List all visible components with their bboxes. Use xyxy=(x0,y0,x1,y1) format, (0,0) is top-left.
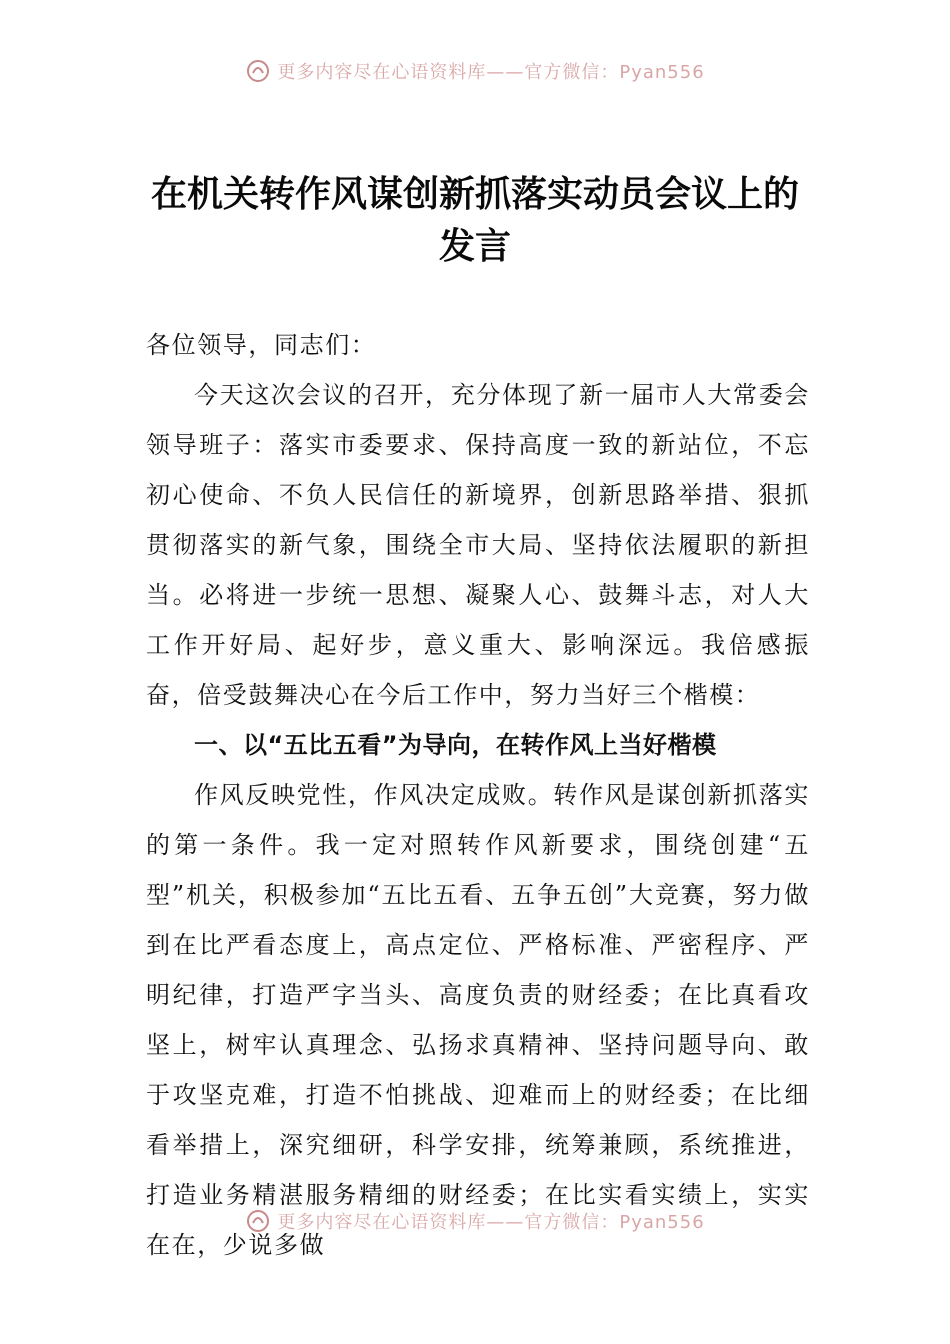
watermark-logo-icon xyxy=(245,1208,271,1234)
paragraph-section-1: 作风反映党性，作风决定成败。转作风是谋创新抓落实的第一条件。我一定对照转作风新要求，围绕创建“五型”机关，积极参加“五比五看、五争五创”大竞赛，努力做到在比严看态度上，高点定位、严格标准、严密程序、严明纪律，打造严字当头、高度负责的财经委；在比真看攻坚上，树牢认真理念、弘扬求真精神、坚持问题导向、敢于攻坚克难，打造不怕挑战、迎难而上的财经委；在比细看举措上，深究细研，科学安排，统筹兼顾，系统推进，打造业务精湛服务精细的财经委；在比实看实绩上，实实在在，少说多做 xyxy=(146,781,810,1259)
watermark-logo-icon xyxy=(245,58,271,84)
watermark-text: 更多内容尽在心语资料库——官方微信：Pyan556 xyxy=(277,62,705,83)
salutation: 各位领导，同志们： xyxy=(146,331,377,359)
paragraph-intro: 今天这次会议的召开，充分体现了新一届市人大常委会领导班子：落实市委要求、保持高度一致的新站位，不忘初心使命、不负人民信任的新境界，创新思路举措、狠抓贯彻落实的新气象，围绕全市大局、坚持依法履职的新担当。必将进一步统一思想、凝聚人心、鼓舞斗志，对人大工作开好局、起好步，意义重大、影响深远。我倍感振奋，倍受鼓舞决心在今后工作中，努力当好三个楷模： xyxy=(146,381,810,709)
watermark-header xyxy=(0,56,950,86)
watermark-footer xyxy=(0,1206,950,1236)
document-title-line2: 发言 xyxy=(438,225,511,267)
document-title-line1: 在机关转作风谋创新抓落实动员会议上的 xyxy=(150,173,799,215)
section-heading-1: 一、以“五比五看”为导向，在转作风上当好楷模 xyxy=(194,731,717,759)
document-body xyxy=(146,320,810,1270)
watermark-text: 更多内容尽在心语资料库——官方微信：Pyan556 xyxy=(277,1212,705,1233)
